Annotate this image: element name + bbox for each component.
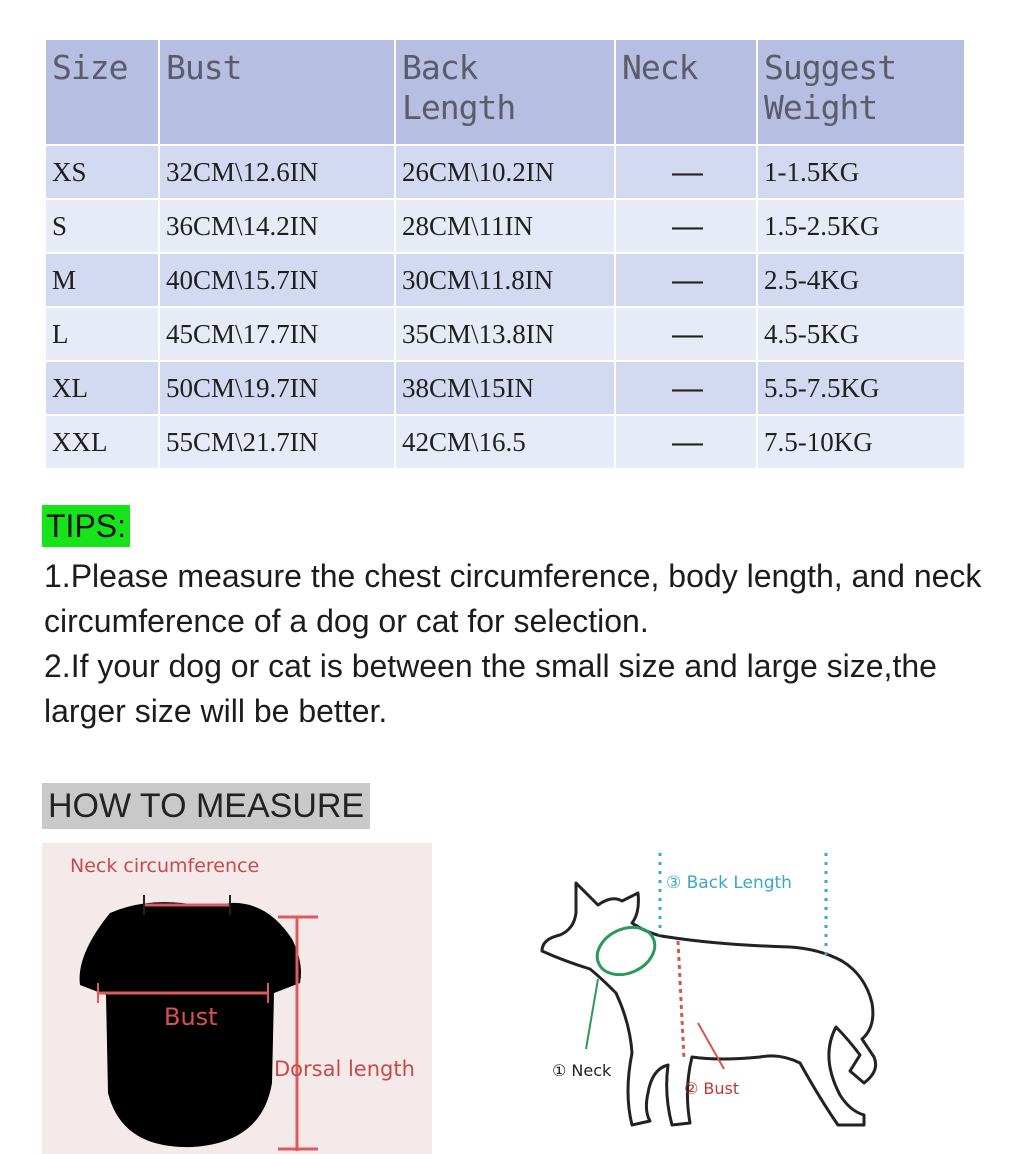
cell-size: XL — [45, 361, 159, 415]
cell-size: L — [45, 307, 159, 361]
cell-bust: 50CM\19.7IN — [159, 361, 395, 415]
cell-back-length: 38CM\15IN — [395, 361, 615, 415]
header-size: Size — [45, 39, 159, 145]
cell-weight: 1.5-2.5KG — [757, 199, 965, 253]
header-back-length: Back Length — [395, 39, 615, 145]
cell-back-length: 30CM\11.8IN — [395, 253, 615, 307]
back-length-label: ③ Back Length — [666, 873, 792, 893]
tip-2: 2.If your dog or cat is between the small size and large size,the larger size will be better. — [44, 648, 937, 729]
neck-ring — [590, 918, 663, 983]
cell-neck: ----- — [615, 307, 757, 361]
how-to-measure-heading: HOW TO MEASURE — [42, 783, 370, 829]
tips-body — [44, 554, 1019, 734]
bust-label: Bust — [164, 1003, 218, 1031]
tip-1: 1.Please measure the chest circumference, body length, and neck circumference of a dog or cat for selection. — [44, 558, 982, 639]
cell-bust: 45CM\17.7IN — [159, 307, 395, 361]
neck-label: ① Neck — [552, 1061, 612, 1080]
dog-measure-diagram — [520, 843, 900, 1154]
cell-size: XXL — [45, 415, 159, 469]
table-row — [45, 361, 965, 415]
table-row — [45, 307, 965, 361]
cell-back-length: 42CM\16.5 — [395, 415, 615, 469]
cell-neck: ----- — [615, 253, 757, 307]
bust-marker-label: ② Bust — [684, 1079, 740, 1098]
shirt-measure-diagram — [42, 843, 432, 1154]
neck-circumference-label: Neck circumference — [70, 855, 260, 877]
shirt-illustration — [42, 843, 432, 1154]
cell-neck: ----- — [615, 199, 757, 253]
cell-size: S — [45, 199, 159, 253]
cell-weight: 5.5-7.5KG — [757, 361, 965, 415]
table-row — [45, 199, 965, 253]
cell-bust: 55CM\21.7IN — [159, 415, 395, 469]
cell-bust: 36CM\14.2IN — [159, 199, 395, 253]
cell-bust: 32CM\12.6IN — [159, 145, 395, 199]
size-chart-table — [44, 38, 966, 470]
cell-neck: ----- — [615, 361, 757, 415]
cell-size: M — [45, 253, 159, 307]
table-row — [45, 415, 965, 469]
cell-weight: 7.5-10KG — [757, 415, 965, 469]
cell-weight: 1-1.5KG — [757, 145, 965, 199]
cell-back-length: 26CM\10.2IN — [395, 145, 615, 199]
table-header-row — [45, 39, 965, 145]
tips-label: TIPS: — [42, 505, 130, 547]
header-bust: Bust — [159, 39, 395, 145]
cell-size: XS — [45, 145, 159, 199]
table-row — [45, 253, 965, 307]
cell-back-length: 35CM\13.8IN — [395, 307, 615, 361]
dorsal-length-label: Dorsal length — [274, 1057, 415, 1081]
header-neck: Neck — [615, 39, 757, 145]
cell-weight: 2.5-4KG — [757, 253, 965, 307]
header-suggest-weight: Suggest Weight — [757, 39, 965, 145]
cell-bust: 40CM\15.7IN — [159, 253, 395, 307]
table-row — [45, 145, 965, 199]
bust-ring — [678, 941, 684, 1059]
cell-back-length: 28CM\11IN — [395, 199, 615, 253]
cell-weight: 4.5-5KG — [757, 307, 965, 361]
cell-neck: ----- — [615, 415, 757, 469]
cell-neck: ----- — [615, 145, 757, 199]
